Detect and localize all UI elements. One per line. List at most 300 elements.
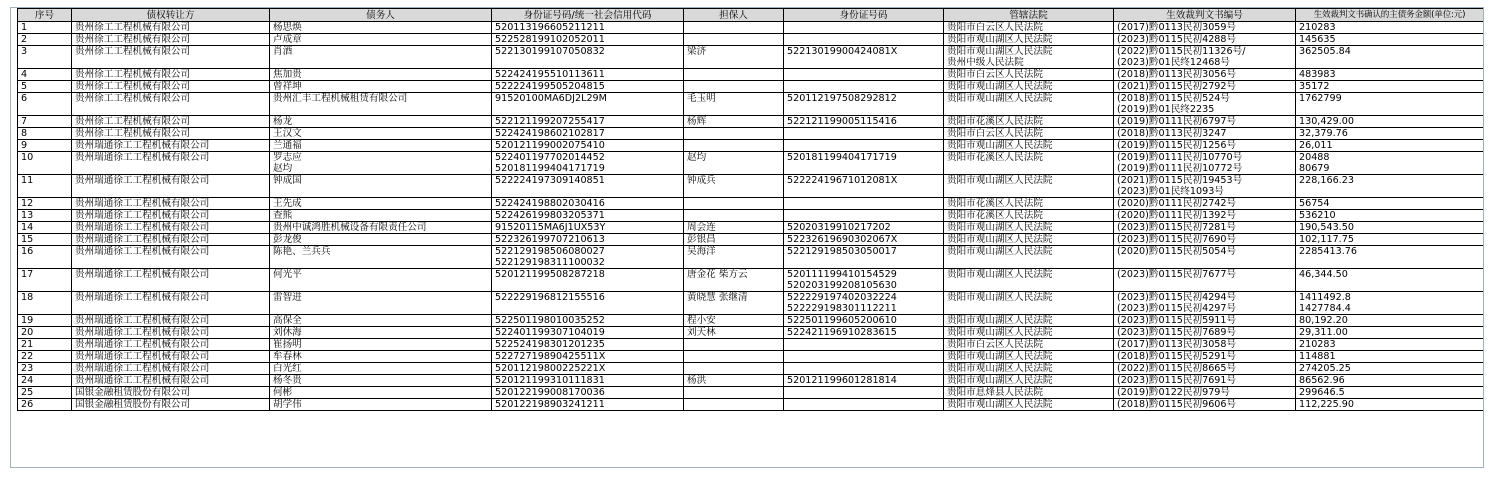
- row-debtor-id-line: 522121199207255417: [495, 116, 605, 127]
- table-row: [18, 198, 1484, 210]
- table-row: [18, 339, 1484, 351]
- row-guarantor: [684, 81, 784, 93]
- row-debtor-id: [492, 375, 684, 387]
- row-court: [944, 34, 1114, 46]
- row-debtor: [270, 69, 492, 81]
- row-judgment-line: (2018)黔0115民初9606号: [1117, 399, 1237, 410]
- row-debtor-line: 高保全: [273, 315, 302, 326]
- row-debtor-id-line: 522424195510113611: [495, 69, 605, 80]
- row-amount: [1296, 93, 1484, 116]
- row-amount: [1296, 399, 1484, 411]
- row-court-line: 贵阳市观山湖区人民法院: [947, 269, 1053, 280]
- row-assignor: 贵州徐工工程机械有限公司: [72, 81, 270, 93]
- table-row: [18, 128, 1484, 140]
- row-guarantor-id-line: 522421196910283615: [787, 327, 897, 338]
- row-debtor-id: [492, 234, 684, 246]
- row-court-line: 贵阳市花溪区人民法院: [947, 116, 1043, 127]
- row-debtor-id-line: 520113196605211211: [495, 22, 605, 33]
- row-court-line: 贵阳市观山湖区人民法院: [947, 327, 1053, 338]
- row-guarantor-id: [784, 387, 944, 399]
- table-row: [18, 387, 1484, 399]
- row-guarantor: [684, 351, 784, 363]
- row-amount-line: 35172: [1299, 81, 1330, 92]
- row-court: [944, 351, 1114, 363]
- row-guarantor: [684, 69, 784, 81]
- row-guarantor: 黄晓慧 张继清: [684, 292, 784, 315]
- row-guarantor: 赵均: [684, 152, 784, 175]
- row-guarantor: 周会连: [684, 222, 784, 234]
- row-assignor: 贵州瑞通徐工工程机械有限公司: [72, 152, 270, 175]
- row-judgment: [1114, 399, 1296, 411]
- row-index: 4: [18, 69, 72, 81]
- row-court-line: 贵阳市观山湖区人民法院: [947, 292, 1053, 303]
- row-court: [944, 22, 1114, 34]
- row-debtor: [270, 269, 492, 292]
- row-guarantor-id: [784, 363, 944, 375]
- row-debtor-line: 王先成: [273, 198, 302, 209]
- row-assignor: 国银金融租赁股份有限公司: [72, 399, 270, 411]
- row-assignor: 贵州瑞通徐工工程机械有限公司: [72, 210, 270, 222]
- row-judgment-line: (2021)黔0115民初19453号: [1117, 175, 1243, 186]
- row-court-line: 贵阳市白云区人民法院: [947, 128, 1043, 139]
- row-judgment: [1114, 34, 1296, 46]
- row-assignor: 贵州徐工工程机械有限公司: [72, 34, 270, 46]
- header-guarantor: 担保人: [684, 9, 784, 22]
- row-amount-line: 483983: [1299, 69, 1336, 80]
- row-judgment: [1114, 222, 1296, 234]
- row-index: 14: [18, 222, 72, 234]
- row-debtor-id-line: 520121199002075410: [495, 140, 605, 151]
- row-debtor-id-line: 52011219800225221X: [495, 363, 606, 374]
- row-debtor: [270, 128, 492, 140]
- row-amount-line: 299646.5: [1299, 387, 1345, 398]
- row-index: 17: [18, 269, 72, 292]
- row-debtor-id-line: 522424198602102817: [495, 128, 605, 139]
- row-guarantor-id-line: 520203199208105630: [787, 280, 897, 291]
- row-court-line: 贵阳市息烽县人民法院: [947, 387, 1043, 398]
- row-guarantor-id: [784, 116, 944, 128]
- row-index: 7: [18, 116, 72, 128]
- row-court-line: 贵阳市观山湖区人民法院: [947, 222, 1053, 233]
- row-debtor: [270, 210, 492, 222]
- row-judgment-line: (2023)黔01民终12468号: [1117, 57, 1231, 68]
- row-judgment-line: (2017)黔0113民初3058号: [1117, 339, 1237, 350]
- row-court: [944, 222, 1114, 234]
- row-judgment-line: (2023)黔01民终1093号: [1117, 186, 1224, 197]
- row-debtor-id: [492, 210, 684, 222]
- row-debtor-id: [492, 339, 684, 351]
- row-judgment: [1114, 22, 1296, 34]
- row-index: 11: [18, 175, 72, 198]
- row-amount: [1296, 234, 1484, 246]
- row-assignor: 贵州瑞通徐工工程机械有限公司: [72, 269, 270, 292]
- row-debtor-id: [492, 81, 684, 93]
- table-row: [18, 152, 1484, 175]
- row-debtor: [270, 152, 492, 175]
- row-debtor-id-line: 522424198802030416: [495, 198, 605, 209]
- row-judgment-line: (2018)黔0113民初3056号: [1117, 69, 1237, 80]
- row-amount-line: 80679: [1299, 163, 1330, 174]
- row-debtor-line: 崔扬明: [273, 339, 302, 350]
- row-guarantor-id-line: 520181199404171719: [787, 152, 897, 163]
- row-judgment-line: (2023)黔0115民初7281号: [1117, 222, 1237, 233]
- row-guarantor: 程小安: [684, 315, 784, 327]
- row-amount: [1296, 22, 1484, 34]
- row-assignor: 贵州徐工工程机械有限公司: [72, 46, 270, 69]
- row-judgment-line: (2018)黔0115民初5291号: [1117, 351, 1237, 362]
- row-guarantor: [684, 399, 784, 411]
- row-court: [944, 363, 1114, 375]
- row-debtor: [270, 339, 492, 351]
- row-debtor-line: 雷智进: [273, 292, 302, 303]
- row-judgment-line: (2019)黔0111民初10772号: [1117, 163, 1243, 174]
- row-court-line: 贵阳市观山湖区人民法院: [947, 81, 1053, 92]
- row-judgment-line: (2019)黔01民终2235: [1117, 104, 1215, 115]
- row-debtor: [270, 34, 492, 46]
- row-court: [944, 46, 1114, 69]
- row-assignor: 贵州徐工工程机械有限公司: [72, 116, 270, 128]
- row-guarantor-id: [784, 234, 944, 246]
- row-debtor-id-line: 522401199307104019: [495, 327, 605, 338]
- header-assignor: 债权转让方: [72, 9, 270, 22]
- row-guarantor-id-line: 520121199601281814: [787, 375, 897, 386]
- row-amount-line: 274205.25: [1299, 363, 1351, 374]
- table-row: [18, 363, 1484, 375]
- row-guarantor-id: [784, 81, 944, 93]
- row-debtor-id-line: 52272719890425511X: [495, 351, 606, 362]
- row-debtor: [270, 175, 492, 198]
- row-court-line: 贵阳市观山湖区人民法院: [947, 46, 1053, 57]
- row-debtor-line: 彭龙俊: [273, 234, 302, 245]
- row-debtor-id-line: 522326199707210613: [495, 234, 605, 245]
- header-court: 管辖法院: [944, 9, 1114, 22]
- row-court-line: 贵阳市观山湖区人民法院: [947, 363, 1053, 374]
- row-debtor-id-line: 522224197309140851: [495, 175, 605, 186]
- row-court-line: 贵阳市花溪区人民法院: [947, 152, 1043, 163]
- row-amount-line: 210283: [1299, 339, 1336, 350]
- row-guarantor-id: [784, 292, 944, 315]
- row-amount-line: 2285413.76: [1299, 246, 1357, 257]
- row-assignor: 贵州瑞通徐工工程机械有限公司: [72, 327, 270, 339]
- row-guarantor-id: [784, 175, 944, 198]
- row-index: 12: [18, 198, 72, 210]
- row-index: 18: [18, 292, 72, 315]
- row-court: [944, 339, 1114, 351]
- row-court: [944, 81, 1114, 93]
- row-amount-line: 32,379.76: [1299, 128, 1348, 139]
- row-debtor-line: 白光红: [273, 363, 302, 374]
- row-index: 21: [18, 339, 72, 351]
- row-guarantor-id: [784, 69, 944, 81]
- row-amount: [1296, 210, 1484, 222]
- row-debtor-line: 曾祥坤: [273, 81, 302, 92]
- row-debtor-id: [492, 399, 684, 411]
- row-debtor-line: 肖酒: [273, 46, 293, 57]
- table-row: [18, 246, 1484, 269]
- row-court-line: 贵阳市白云区人民法院: [947, 339, 1043, 350]
- debt-transfer-table: [17, 8, 1484, 411]
- table-row: [18, 269, 1484, 292]
- row-debtor: [270, 234, 492, 246]
- row-court-line: 贵阳市观山湖区人民法院: [947, 399, 1053, 410]
- row-debtor-line: 贵州汇丰工程机械租赁有限公司: [273, 93, 408, 104]
- row-guarantor-id-line: 52232619690302067X: [787, 234, 898, 245]
- row-judgment: [1114, 363, 1296, 375]
- row-index: 9: [18, 140, 72, 152]
- row-debtor-id-line: 522524198301201235: [495, 339, 605, 350]
- row-assignor: 贵州瑞通徐工工程机械有限公司: [72, 292, 270, 315]
- row-debtor-id: [492, 152, 684, 175]
- row-amount: [1296, 292, 1484, 315]
- table-row: [18, 234, 1484, 246]
- row-judgment: [1114, 69, 1296, 81]
- row-judgment: [1114, 81, 1296, 93]
- row-judgment-line: (2022)黔0115民初11326号/: [1117, 46, 1246, 57]
- row-court: [944, 292, 1114, 315]
- row-guarantor: 毛玉明: [684, 93, 784, 116]
- header-judgment: 生效裁判文书编号: [1114, 9, 1296, 22]
- row-debtor: [270, 198, 492, 210]
- row-debtor-line: 杨思焕: [273, 22, 302, 33]
- row-debtor-line: 兰通福: [273, 140, 302, 151]
- row-judgment-line: (2019)黔0122民初979号: [1117, 387, 1231, 398]
- row-amount: [1296, 128, 1484, 140]
- row-index: 3: [18, 46, 72, 69]
- row-guarantor: [684, 339, 784, 351]
- row-judgment: [1114, 375, 1296, 387]
- row-judgment-line: (2023)黔0115民初7689号: [1117, 327, 1237, 338]
- row-debtor: [270, 399, 492, 411]
- row-debtor-line: 何彬: [273, 387, 293, 398]
- row-debtor-id: [492, 46, 684, 69]
- row-judgment: [1114, 351, 1296, 363]
- row-court: [944, 387, 1114, 399]
- row-debtor-id-line: 520122198903241211: [495, 399, 605, 410]
- row-court-line: 贵阳市观山湖区人民法院: [947, 351, 1053, 362]
- row-index: 15: [18, 234, 72, 246]
- row-guarantor: 杨辉: [684, 116, 784, 128]
- row-court: [944, 210, 1114, 222]
- row-debtor-id: [492, 22, 684, 34]
- row-assignor: 贵州瑞通徐工工程机械有限公司: [72, 222, 270, 234]
- row-judgment-line: (2020)黔0111民初2742号: [1117, 198, 1237, 209]
- row-court-line: 贵阳市白云区人民法院: [947, 22, 1043, 33]
- row-judgment: [1114, 46, 1296, 69]
- row-assignor: 贵州徐工工程机械有限公司: [72, 69, 270, 81]
- row-debtor: [270, 315, 492, 327]
- row-court-line: 贵阳市观山湖区人民法院: [947, 140, 1053, 151]
- row-assignor: 贵州瑞通徐工工程机械有限公司: [72, 375, 270, 387]
- header-debtor-id: 身份证号码/统一社会信用代码: [492, 9, 684, 22]
- row-debtor-id: [492, 222, 684, 234]
- row-guarantor: [684, 34, 784, 46]
- row-amount: [1296, 46, 1484, 69]
- row-guarantor-id: [784, 399, 944, 411]
- row-guarantor-id: [784, 22, 944, 34]
- row-guarantor-id: [784, 46, 944, 69]
- row-guarantor-id-line: 522229197402032224: [787, 292, 897, 303]
- table-row: [18, 210, 1484, 222]
- row-amount: [1296, 116, 1484, 128]
- row-guarantor-id-line: 522129198503050017: [787, 246, 897, 257]
- row-debtor-id-line: 522130199107050832: [495, 46, 605, 57]
- table-row: [18, 175, 1484, 198]
- table-row: [18, 327, 1484, 339]
- header-index: 序号: [18, 9, 72, 22]
- row-debtor-id-line: 522229196812155516: [495, 292, 605, 303]
- row-amount-line: 362505.84: [1299, 46, 1351, 57]
- row-court-line: 贵阳市观山湖区人民法院: [947, 93, 1053, 104]
- row-debtor-id-line: 91520115MA6J1UX53Y: [495, 222, 606, 233]
- row-debtor: [270, 46, 492, 69]
- row-judgment: [1114, 315, 1296, 327]
- row-debtor-id-line: 522224199505204815: [495, 81, 605, 92]
- row-amount-line: 228,166.23: [1299, 175, 1354, 186]
- row-assignor: 贵州瑞通徐工工程机械有限公司: [72, 198, 270, 210]
- row-debtor-line: 王汉文: [273, 128, 302, 139]
- row-guarantor: 刘天林: [684, 327, 784, 339]
- row-guarantor-id: [784, 351, 944, 363]
- table-row: [18, 46, 1484, 69]
- row-amount-line: 130,429.00: [1299, 116, 1354, 127]
- row-index: 6: [18, 93, 72, 116]
- row-judgment: [1114, 116, 1296, 128]
- row-assignor: 贵州瑞通徐工工程机械有限公司: [72, 175, 270, 198]
- row-court: [944, 198, 1114, 210]
- row-assignor: 贵州瑞通徐工工程机械有限公司: [72, 351, 270, 363]
- row-judgment: [1114, 128, 1296, 140]
- row-debtor-id: [492, 363, 684, 375]
- row-index: 24: [18, 375, 72, 387]
- row-debtor-id: [492, 93, 684, 116]
- row-amount-line: 536210: [1299, 210, 1336, 221]
- row-amount: [1296, 198, 1484, 210]
- row-guarantor-id: [784, 222, 944, 234]
- row-judgment-line: (2023)黔0115民初7691号: [1117, 375, 1237, 386]
- row-guarantor-id: [784, 339, 944, 351]
- row-amount-line: 1411492.8: [1299, 292, 1351, 303]
- row-guarantor-id: [784, 246, 944, 269]
- row-judgment: [1114, 210, 1296, 222]
- table-row: [18, 399, 1484, 411]
- row-judgment-line: (2020)黔0115民初5054号: [1117, 246, 1237, 257]
- table-row: [18, 93, 1484, 116]
- row-index: 13: [18, 210, 72, 222]
- table-row: [18, 69, 1484, 81]
- row-judgment-line: (2019)黔0111民初10770号: [1117, 152, 1243, 163]
- row-amount-line: 29,311.00: [1299, 327, 1348, 338]
- row-debtor-line: 刘休海: [273, 327, 302, 338]
- row-court: [944, 93, 1114, 116]
- row-amount-line: 145635: [1299, 34, 1336, 45]
- row-debtor-id-line: 520121199310111831: [495, 375, 605, 386]
- row-court-line: 贵阳市观山湖区人民法院: [947, 315, 1053, 326]
- row-debtor-id-line: 520181199404171719: [495, 163, 605, 174]
- row-assignor: 贵州徐工工程机械有限公司: [72, 22, 270, 34]
- row-debtor-id: [492, 198, 684, 210]
- row-index: 5: [18, 81, 72, 93]
- row-debtor-id: [492, 292, 684, 315]
- row-debtor: [270, 22, 492, 34]
- row-debtor-id-line: 520122199008170036: [495, 387, 605, 398]
- row-judgment-line: (2023)黔0115民初4294号: [1117, 292, 1237, 303]
- row-debtor-id-line: 522129198506080027: [495, 246, 605, 257]
- row-amount: [1296, 140, 1484, 152]
- row-judgment: [1114, 198, 1296, 210]
- row-judgment-line: (2021)黔0115民初2792号: [1117, 81, 1237, 92]
- table-row: [18, 222, 1484, 234]
- row-debtor: [270, 387, 492, 399]
- row-amount: [1296, 34, 1484, 46]
- row-guarantor: [684, 387, 784, 399]
- row-guarantor-id: [784, 210, 944, 222]
- row-amount-line: 26,011: [1299, 140, 1333, 151]
- row-debtor-line: 何光平: [273, 269, 302, 280]
- row-assignor: 贵州瑞通徐工工程机械有限公司: [72, 140, 270, 152]
- row-debtor-id-line: 520121199508287218: [495, 269, 605, 280]
- table-row: [18, 351, 1484, 363]
- row-debtor: [270, 363, 492, 375]
- row-index: 20: [18, 327, 72, 339]
- table-row: [18, 22, 1484, 34]
- bottom-margin: [0, 468, 1494, 486]
- row-debtor: [270, 327, 492, 339]
- table-row: [18, 375, 1484, 387]
- row-amount: [1296, 246, 1484, 269]
- row-debtor-id: [492, 315, 684, 327]
- row-guarantor: [684, 22, 784, 34]
- row-debtor: [270, 222, 492, 234]
- row-guarantor: 杨洪: [684, 375, 784, 387]
- row-court-line: 贵阳市花溪区人民法院: [947, 210, 1043, 221]
- row-court: [944, 327, 1114, 339]
- row-guarantor-id-line: 520203199102172​02: [787, 222, 891, 233]
- row-judgment: [1114, 175, 1296, 198]
- row-amount-line: 1762799: [1299, 93, 1342, 104]
- row-judgment-line: (2023)黔0115民初4288号: [1117, 34, 1237, 45]
- row-debtor-id: [492, 351, 684, 363]
- row-index: 10: [18, 152, 72, 175]
- row-judgment: [1114, 246, 1296, 269]
- row-debtor-id: [492, 327, 684, 339]
- row-index: 2: [18, 34, 72, 46]
- row-amount: [1296, 315, 1484, 327]
- row-court-line: 贵州中级人民法院: [947, 57, 1024, 68]
- row-guarantor: [684, 198, 784, 210]
- row-debtor: [270, 81, 492, 93]
- row-judgment: [1114, 292, 1296, 315]
- row-court: [944, 116, 1114, 128]
- row-debtor-line: 罗志应: [273, 152, 302, 163]
- row-guarantor-id-line: 522229198301112211: [787, 303, 897, 314]
- row-judgment: [1114, 140, 1296, 152]
- row-judgment-line: (2023)黔0115民初7690号: [1117, 234, 1237, 245]
- row-judgment: [1114, 387, 1296, 399]
- row-debtor-id: [492, 128, 684, 140]
- row-judgment: [1114, 269, 1296, 292]
- row-debtor-id-line: 91520100MA6DJ2L29M: [495, 93, 607, 104]
- row-index: 16: [18, 246, 72, 269]
- row-guarantor: [684, 128, 784, 140]
- row-court-line: 贵阳市观山湖区人民法院: [947, 246, 1053, 257]
- table-row: [18, 81, 1484, 93]
- header-guarantor-id: 身份证号码: [784, 9, 944, 22]
- row-amount: [1296, 339, 1484, 351]
- row-guarantor: [684, 210, 784, 222]
- row-guarantor-id: [784, 198, 944, 210]
- document-frame: [10, 7, 1484, 468]
- row-index: 1: [18, 22, 72, 34]
